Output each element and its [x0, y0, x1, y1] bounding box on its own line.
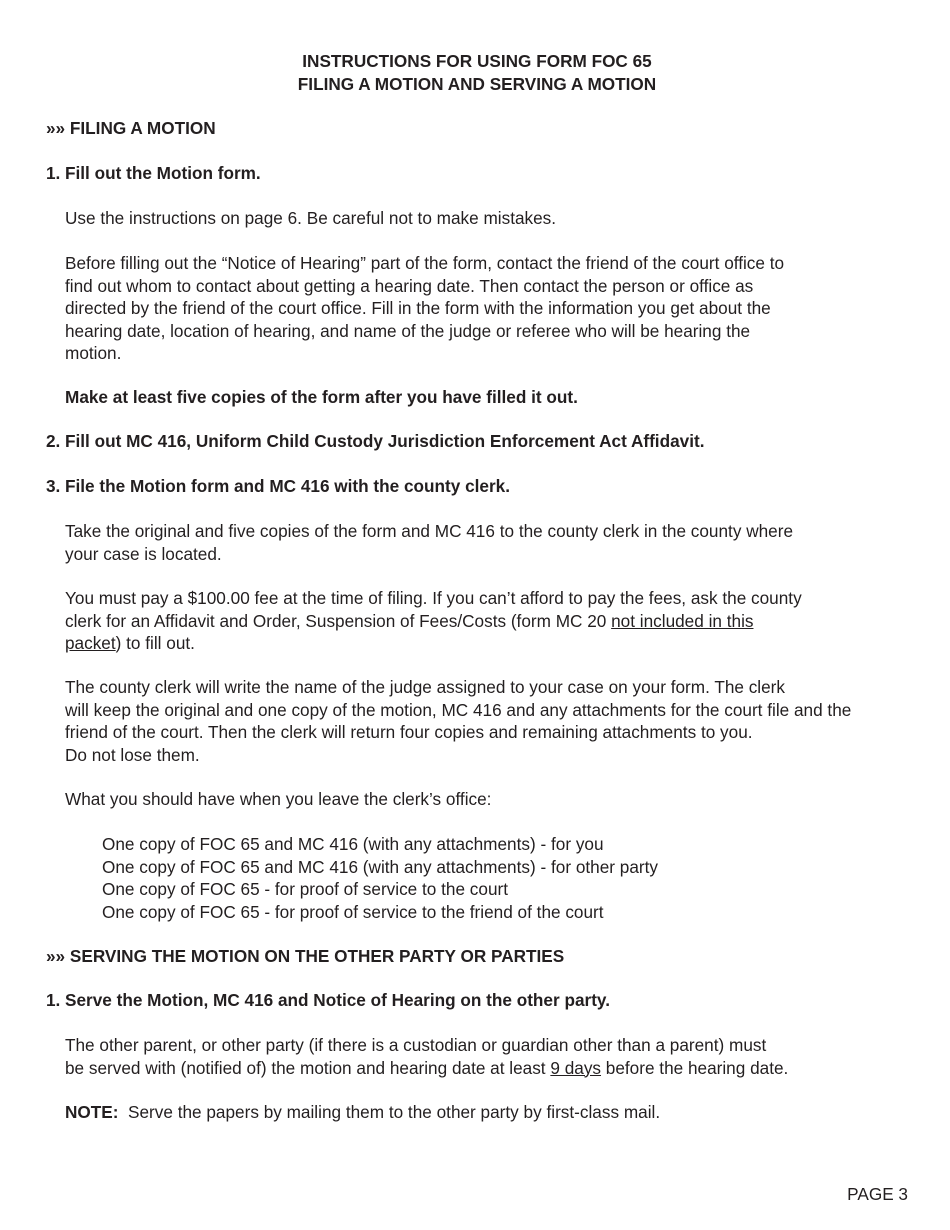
note-text: Serve the papers by mailing them to the other party by first-class mail. [118, 1102, 661, 1122]
section-heading-serving: »» SERVING THE MOTION ON THE OTHER PARTY OR PARTIES [46, 946, 565, 966]
text-run: clerk for an Affidavit and Order, Suspension of Fees/Costs (form MC 20 [65, 610, 612, 631]
list-item: One copy of FOC 65 - for proof of service to the friend of the court [102, 901, 604, 922]
filing-step-3-what-you-have [65, 788, 925, 811]
step-title: Serve the Motion, MC 416 and Notice of Hearing on the other party. [65, 990, 610, 1010]
step-number: 2. [46, 431, 61, 451]
filing-step-2-title [46, 430, 704, 453]
paragraph-line: Use the instructions on page 6. Be careful not to make mistakes. [65, 208, 557, 228]
filing-step-3-take-copies [65, 520, 925, 565]
underlined-text: packet [65, 633, 116, 653]
serving-step-1-paragraph [65, 1034, 925, 1079]
list-item: One copy of FOC 65 and MC 416 (with any attachments) - for you [102, 834, 604, 854]
filing-step-3-clerk-paragraph [65, 676, 925, 766]
text-run: before the hearing date. [601, 1057, 789, 1078]
paragraph-line: You must pay a $100.00 fee at the time of filing. If you can’t afford to pay the fees, ask the county [65, 588, 802, 608]
copies-list [102, 833, 658, 923]
filing-step-3-fee-paragraph [65, 587, 925, 655]
paragraph-line: Before filling out the “Notice of Hearing” part of the form, contact the friend of the court office to [65, 253, 785, 273]
paragraph-line [65, 1057, 925, 1080]
filing-step-3-title [46, 475, 510, 498]
text-run: be served with (notified of) the motion and hearing date at least [65, 1057, 551, 1078]
paragraph-line: find out whom to contact about getting a hearing date. Then contact the person or office as [65, 275, 754, 296]
section-heading-filing: »» FILING A MOTION [46, 118, 216, 138]
filing-step-1-title [46, 162, 261, 185]
title-line-2: FILING A MOTION AND SERVING A MOTION [297, 74, 657, 94]
paragraph-line: Do not lose them. [65, 744, 200, 765]
title-line-1: INSTRUCTIONS FOR USING FORM FOC 65 [302, 51, 652, 71]
document-title [0, 50, 950, 96]
step-title: Fill out MC 416, Uniform Child Custody Jurisdiction Enforcement Act Affidavit. [65, 431, 705, 451]
paragraph-line: What you should have when you leave the clerk’s office: [65, 789, 492, 809]
filing-step-1-notice-paragraph [65, 252, 925, 365]
text-run: ) to fill out. [115, 633, 195, 653]
paragraph-line [65, 610, 925, 633]
paragraph-line [65, 632, 925, 655]
step-title: Fill out the Motion form. [65, 163, 261, 183]
paragraph-line: motion. [65, 343, 122, 363]
paragraph-line: Take the original and five copies of the form and MC 416 to the county clerk in the county where [65, 521, 794, 541]
paragraph-line: will keep the original and one copy of the motion, MC 416 and any attachments for the court file and the [65, 699, 852, 720]
page-number: PAGE 3 [847, 1184, 908, 1204]
filing-step-1-instructions [65, 207, 925, 230]
underlined-text: not included in this [611, 610, 754, 631]
list-item: One copy of FOC 65 and MC 416 (with any attachments) - for other party [102, 856, 658, 877]
step-number: 1. [46, 163, 61, 183]
underlined-text: 9 days [550, 1057, 602, 1078]
paragraph-line: directed by the friend of the court office. Fill in the form with the information you get about the [65, 298, 771, 318]
filing-step-1-copies-note [65, 386, 925, 409]
paragraph-line: your case is located. [65, 543, 222, 564]
serving-note [65, 1101, 925, 1124]
step-number: 1. [46, 990, 61, 1010]
paragraph-line: Make at least five copies of the form after you have filled it out. [65, 387, 578, 407]
paragraph-line: The county clerk will write the name of the judge assigned to your case on your form. The clerk [65, 677, 785, 697]
paragraph-line: The other parent, or other party (if there is a custodian or guardian other than a parent) must [65, 1035, 767, 1055]
serving-step-1-title [46, 989, 610, 1012]
paragraph-line: friend of the court. Then the clerk will return four copies and remaining attachments to you. [65, 722, 753, 742]
list-item: One copy of FOC 65 - for proof of service to the court [102, 879, 508, 899]
note-label: NOTE: [65, 1102, 119, 1122]
step-number: 3. [46, 476, 61, 496]
step-title: File the Motion form and MC 416 with the county clerk. [65, 476, 511, 496]
paragraph-line: hearing date, location of hearing, and name of the judge or referee who will be hearing the [65, 320, 751, 341]
